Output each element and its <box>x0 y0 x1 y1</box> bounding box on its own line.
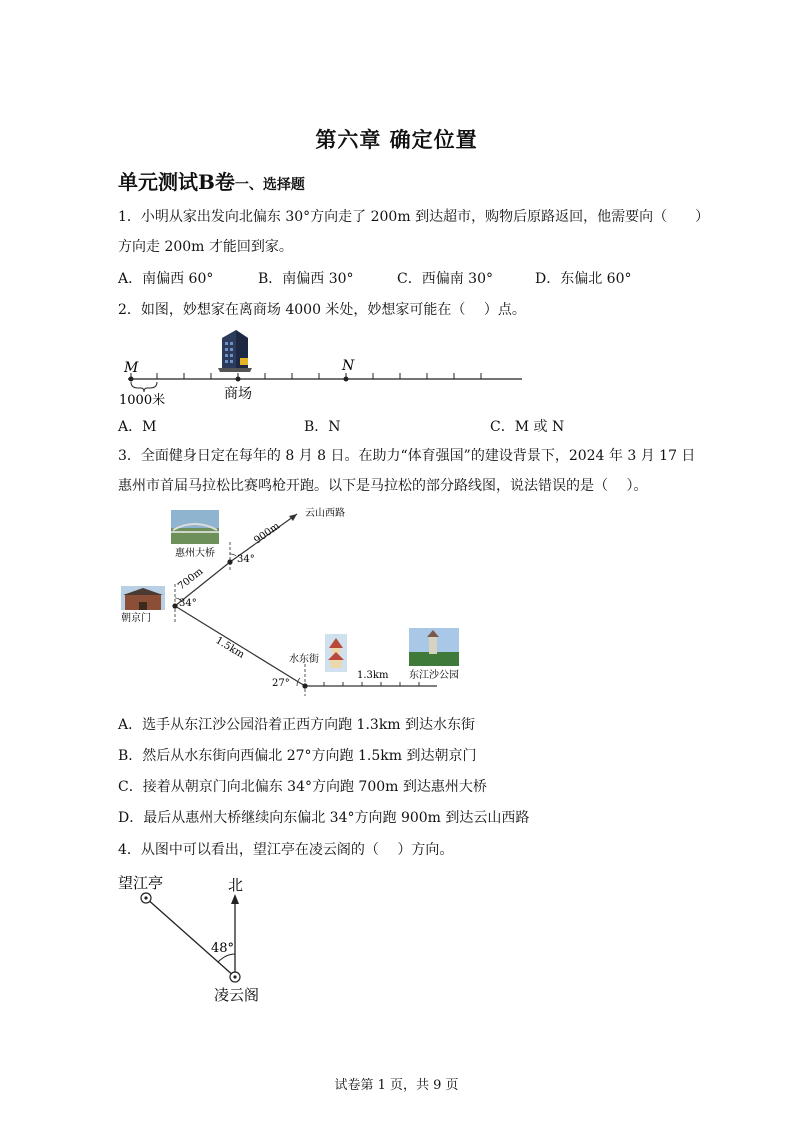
q1-option-d: D．东偏北 60° <box>535 271 632 287</box>
q3-text-line2: 惠州市首届马拉松比赛鸣枪开跑。以下是马拉松的部分路线图，说法错误的是（ ）。 <box>118 478 648 494</box>
label-mall: 商场 <box>224 386 252 402</box>
label-angle-48: 48° <box>211 941 235 956</box>
label-n: N <box>342 358 355 374</box>
section-label: 一、选择题 <box>234 177 305 193</box>
label-unit: 1000米 <box>119 393 166 408</box>
lingyun-marker-icon <box>230 972 240 982</box>
label-angle-27: 27° <box>272 678 290 689</box>
label-1-3km: 1.3km <box>357 670 389 681</box>
label-angle-34-bridge: 34° <box>237 554 255 565</box>
dongjiang-park-photo <box>409 628 459 666</box>
q1-text-line2: 方向走 200m 才能回到家。 <box>118 239 293 255</box>
bridge-dot <box>227 559 232 564</box>
q4-direction-figure <box>110 868 290 1008</box>
label-yunshan: 云山西路 <box>305 508 345 519</box>
label-m: M <box>124 360 139 376</box>
section-heading <box>118 166 305 195</box>
q3-option-c: C．接着从朝京门向北偏东 34°方向跑 700m 到达惠州大桥 <box>118 779 487 795</box>
shuidong-tower-photo <box>325 634 347 672</box>
label-wangjiang: 望江亭 <box>118 874 164 892</box>
label-lingyun: 凌云阁 <box>214 986 260 1004</box>
page-footer: 试卷第 1 页，共 9 页 <box>334 1078 459 1093</box>
north-arrow-icon <box>231 894 239 904</box>
point-m-dot <box>129 377 134 382</box>
q3-option-a: A．选手从东江沙公园沿着正西方向跑 1.3km 到达水东街 <box>118 717 476 733</box>
q2-option-a: A．M <box>118 419 157 435</box>
q1-option-a: A．南偏西 60° <box>118 271 214 287</box>
chaojing-gate-photo <box>121 586 165 610</box>
label-chaojing: 朝京门 <box>121 613 151 624</box>
q3-route-map-figure <box>115 500 475 700</box>
label-700m: 700m <box>176 566 206 593</box>
q1-text-line1: 1．小明从家出发向北偏东 30°方向走了 200m 到达超市，购物后原路返回，他需要向（ ） <box>118 209 710 225</box>
point-mall-dot <box>236 377 241 382</box>
chaojing-dot <box>172 603 177 608</box>
q3-option-b: B．然后从水东街向西偏北 27°方向跑 1.5km 到达朝京门 <box>118 748 477 764</box>
q1-option-b: B．南偏西 30° <box>258 271 354 287</box>
label-900m: 900m <box>252 520 282 547</box>
label-shuidong: 水东街 <box>289 654 319 665</box>
shuidong-dot <box>302 683 307 688</box>
chapter-title: 第六章 确定位置 <box>315 127 478 152</box>
q2-number-line-figure <box>110 318 530 408</box>
mall-building-icon <box>218 330 252 372</box>
q3-option-d: D．最后从惠州大桥继续向东偏北 34°方向跑 900m 到达云山西路 <box>118 810 530 826</box>
q2-option-c: C．M 或 N <box>490 419 565 435</box>
wangjiang-marker-icon <box>141 893 151 903</box>
q3-text-line1: 3．全面健身日定在每年的 8 月 8 日。在助力“体育强国”的建设背景下，2024 年 3 月 17 日 <box>118 448 696 464</box>
q4-text-line1: 4．从图中可以看出，望江亭在凌云阁的（ ）方向。 <box>118 842 454 858</box>
label-north: 北 <box>228 876 244 894</box>
label-1-5km: 1.5km <box>213 635 247 661</box>
unit-test-title: 单元测试B卷 <box>118 170 235 194</box>
huizhou-bridge-photo <box>171 510 219 544</box>
q1-option-c: C．西偏南 30° <box>397 271 493 287</box>
label-dongjiang: 东江沙公园 <box>409 670 459 681</box>
point-n-dot <box>344 377 349 382</box>
q2-option-b: B．N <box>304 419 341 435</box>
label-angle-34-gate: 34° <box>179 598 197 609</box>
q2-text-line1: 2．如图，妙想家在离商场 4000 米处，妙想家可能在（ ）点。 <box>118 302 526 318</box>
label-huizhou-bridge: 惠州大桥 <box>175 548 215 559</box>
